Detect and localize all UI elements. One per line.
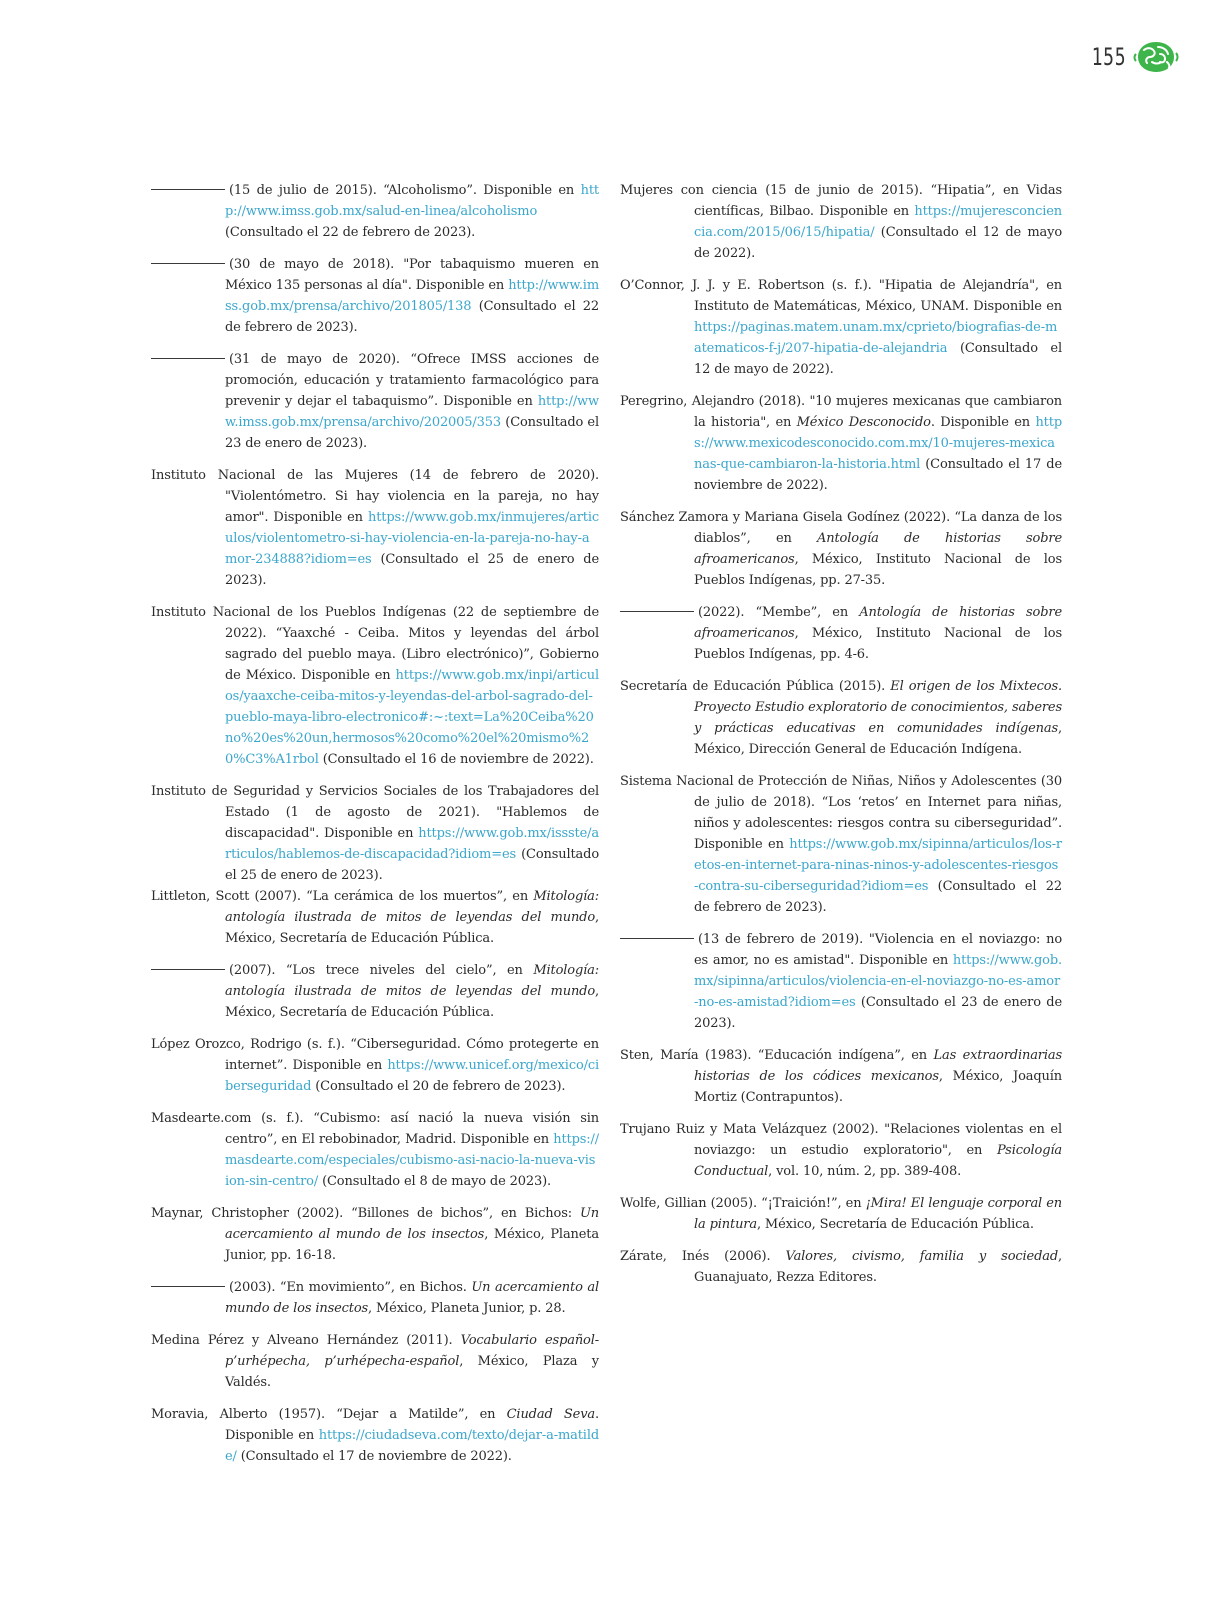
reference-entry [620,771,1062,918]
reference-text: , México, Planeta Junior, p. 28. [368,1301,566,1316]
reference-link[interactable]: http://www.imss.gob.mx/prensa/archivo/201805/138 [225,278,599,314]
reference-text: Instituto de Seguridad y Servicios Sociales de los Trabajadores del Estado (1 de agosto de 2021). "Hablemos de discapacidad". Disponible en [151,784,599,841]
reference-text: (15 de julio de 2015). “Alcoholismo”. Disponible en [229,183,581,198]
reference-text: (2007). “Los trece niveles del cielo”, en [229,963,534,978]
reference-text: Sten, María (1983). “Educación indígena”, en [620,1048,934,1063]
reference-text: (Consultado el 25 de enero de 2023). [225,552,599,588]
reference-text: , vol. 10, núm. 2, pp. 389-408. [768,1164,962,1179]
reference-text: (Consultado el 12 de mayo de 2022). [694,225,1062,261]
reference-text: Sánchez Zamora y Mariana Gisela Godínez (2022). “La danza de los diablos”, en [620,510,1062,546]
reference-entry [151,781,599,886]
reference-text: (Consultado el 22 de febrero de 2023). [694,879,1062,915]
reference-text: . Disponible en [930,415,1036,430]
work-title: Antología de historias sobre afroamericanos [694,605,1062,641]
reference-link[interactable]: http://www.imss.gob.mx/salud-en-linea/alcoholismo [225,183,599,219]
reference-link[interactable]: https://masdearte.com/especiales/cubismo-asi-nacio-la-nueva-vision-sin-centro/ [225,1132,599,1189]
reference-link[interactable]: https://www.gob.mx/sipinna/articulos/los-retos-en-internet-para-ninas-ninos-y-adolescentes-riesgos-contra-su-ciberseguridad?idiom=es [694,837,1062,894]
reference-text: (2003). “En movimiento”, en Bichos. [229,1280,472,1295]
reference-entry [620,1193,1062,1235]
reference-entry [151,1203,599,1266]
reference-text: (Consultado el 20 de febrero de 2023). [311,1079,566,1094]
reference-text: Zárate, Inés (2006). [620,1249,786,1264]
repeated-author-rule [151,262,225,264]
reference-text: Trujano Ruiz y Mata Velázquez (2002). "Relaciones violentas en el noviazgo: un estudio exploratorio", en [620,1122,1062,1158]
page-header [1080,38,1180,76]
reference-text: , México, Secretaría de Educación Pública. [225,984,599,1020]
repeated-author-rule [151,1285,225,1287]
work-title: Un acercamiento al mundo de los insectos [225,1280,600,1316]
reference-text: , México, Joaquín Mortiz (Contrapuntos). [694,1069,1063,1105]
reference-link[interactable]: http://www.imss.gob.mx/prensa/archivo/202005/353 [225,394,599,430]
reference-link[interactable]: https://paginas.matem.unam.mx/cprieto/biografias-de-matematicos-f-j/207-hipatia-de-alejandria [694,320,1058,356]
reference-text: (Consultado el 23 de enero de 2023). [694,995,1062,1031]
reference-text: (13 de febrero de 2019). "Violencia en el noviazgo: no es amor, no es amistad". Disponible en [694,932,1062,968]
reference-link[interactable]: https://www.mexicodesconocido.com.mx/10-mujeres-mexicanas-que-cambiaron-la-historia.html [694,415,1062,472]
references-column-right [620,180,1062,1299]
reference-text: , México, Instituto Nacional de los Pueblos Indígenas, pp. 27-35. [694,552,1062,588]
reference-link[interactable]: https://www.unicef.org/mexico/ciberseguridad [225,1058,599,1094]
reference-link[interactable]: https://www.gob.mx/issste/articulos/hablemos-de-discapacidad?idiom=es [225,826,599,862]
work-title: Las extraordinarias historias de los códices mexicanos [694,1048,1062,1084]
reference-entry [151,254,599,338]
work-title: Mitología: antología ilustrada de mitos de leyendas del mundo [225,889,599,925]
reference-entry [620,275,1062,380]
reference-text: (Consultado el 12 de mayo de 2022). [694,341,1062,377]
reference-text: O’Connor, J. J. y E. Robertson (s. f.). "Hipatia de Alejandría", en Instituto de Matemáticas, México, UNAM. Disponible en [620,278,1062,314]
reference-entry [620,1246,1062,1288]
reference-text: Medina Pérez y Alveano Hernández (2011). [151,1333,461,1348]
reference-entry [620,507,1062,591]
reference-text: Masdearte.com (s. f.). “Cubismo: así nació la nueva visión sin centro”, en El rebobinador, Madrid. Disponible en [151,1111,599,1147]
reference-entry [151,960,599,1023]
reference-entry [620,1045,1062,1108]
reference-entry [620,391,1062,496]
reference-link[interactable]: https://www.gob.mx/sipinna/articulos/violencia-en-el-noviazgo-no-es-amor-no-es-amistad?idiom=es [694,953,1062,1010]
reference-text: Instituto Nacional de los Pueblos Indígenas (22 de septiembre de 2022). “Yaaxché - Ceiba. Mitos y leyendas del árbol sagrado del pueblo maya. (Libro electrónico)”, Gobierno de México. Disponible en [151,605,599,683]
work-title: México Desconocido [796,415,931,430]
reference-entry [620,676,1062,760]
reference-text: , México, Instituto Nacional de los Pueblos Indígenas, pp. 4-6. [694,626,1062,662]
reference-entry [151,180,599,243]
reference-text: , México, Secretaría de Educación Pública. [756,1217,1034,1232]
reference-entry [151,1034,599,1097]
reference-entry [151,1277,599,1319]
reference-text: , México, Dirección General de Educación Indígena. [694,721,1062,757]
work-title: Valores, civismo, familia y sociedad [785,1249,1059,1264]
work-title: Vocabulario español-p’urhépecha, p’urhépecha-español [225,1333,599,1369]
reference-text: (Consultado el 23 de enero de 2023). [225,415,599,451]
reference-text: (Consultado el 25 de enero de 2023). [225,847,599,883]
repeated-author-rule [620,610,694,612]
reference-entry [620,929,1062,1034]
references-column-left [151,180,599,1478]
repeated-author-rule [151,188,225,190]
reference-text: (Consultado el 8 de mayo de 2023). [318,1174,552,1189]
reference-text: , México, Planeta Junior, pp. 16-18. [225,1227,599,1263]
reference-link[interactable]: https://mujeresconciencia.com/2015/06/15/hipatia/ [694,204,1062,240]
reference-text: López Orozco, Rodrigo (s. f.). “Ciberseguridad. Cómo protegerte en internet”. Disponible en [151,1037,599,1073]
reference-text: . Disponible en [225,1407,599,1443]
page-number: 155 [1091,43,1126,71]
reference-text: (Consultado el 22 de febrero de 2023). [225,299,599,335]
reference-text: Secretaría de Educación Pública (2015). [620,679,891,694]
reference-entry [620,180,1062,264]
green-glyph-emblem-icon [1132,38,1180,76]
reference-text: Littleton, Scott (2007). “La cerámica de los muertos”, en [151,889,534,904]
reference-link[interactable]: https://www.gob.mx/inpi/articulos/yaaxche-ceiba-mitos-y-leyendas-del-arbol-sagrado-del-pueblo-maya-libro-electronico#:~:text=La%20Ceiba%20no%20es%20un,hermosos%20como%20el%20mismo%20%C3%A1rbol [225,668,599,767]
reference-text: Moravia, Alberto (1957). “Dejar a Matilde”, en [151,1407,507,1422]
reference-link[interactable]: https://ciudadseva.com/texto/dejar-a-matilde/ [225,1428,599,1464]
reference-entry [620,602,1062,665]
reference-text: (2022). “Membe”, en [698,605,860,620]
reference-entry [151,886,599,949]
reference-text: , México, Plaza y Valdés. [225,1354,600,1390]
reference-entry [151,349,599,454]
repeated-author-rule [151,357,225,359]
reference-text: Mujeres con ciencia (15 de junio de 2015). “Hipatia”, en Vidas científicas, Bilbao. Disponible en [620,183,1062,219]
work-title: Ciudad Seva [506,1407,595,1422]
work-title: Un acercamiento al mundo de los insectos [225,1206,599,1242]
reference-text: , México, Secretaría de Educación Pública. [225,910,599,946]
work-title: Antología de historias sobre afroamericanos [694,531,1062,567]
reference-text: , Guanajuato, Rezza Editores. [694,1249,1062,1285]
reference-text: (Consultado el 16 de noviembre de 2022). [318,752,594,767]
repeated-author-rule [151,968,225,970]
reference-text: (31 de mayo de 2020). “Ofrece IMSS acciones de promoción, educación y tratamiento farmacológico para prevenir y dejar el tabaquismo”. Disponible en [225,352,599,409]
work-title: Psicología Conductual [694,1143,1062,1179]
repeated-author-rule [620,937,694,939]
reference-text: (Consultado el 17 de noviembre de 2022). [236,1449,512,1464]
reference-entry [151,602,599,770]
reference-link[interactable]: https://www.gob.mx/inmujeres/articulos/violentometro-si-hay-violencia-en-la-pareja-no-hay-amor-234888?idiom=es [225,510,599,567]
reference-text: (Consultado el 17 de noviembre de 2022). [694,457,1062,493]
reference-entry [620,1119,1062,1182]
reference-text: (Consultado el 22 de febrero de 2023). [225,225,476,240]
reference-entry [151,1330,599,1393]
reference-entry [151,1108,599,1192]
work-title: Mitología: antología ilustrada de mitos de leyendas del mundo [225,963,599,999]
reference-text: Peregrino, Alejandro (2018). "10 mujeres mexicanas que cambiaron la historia", en [620,394,1062,430]
reference-text: Sistema Nacional de Protección de Niñas, Niños y Adolescentes (30 de julio de 2018). “Los ‘retos’ en Internet para niñas, niños y adolescentes: riesgos contra su ciberseguridad”. Disponible en [620,774,1062,852]
work-title: ¡Mira! El lenguaje corporal en la pintura [694,1196,1062,1232]
reference-text: Wolfe, Gillian (2005). “¡Traición!”, en [620,1196,866,1211]
work-title: El origen de los Mixtecos. Proyecto Estudio exploratorio de conocimientos, saberes y prácticas educativas en comunidades indígenas [694,679,1062,736]
reference-text: Maynar, Christopher (2002). “Billones de bichos”, en Bichos: [151,1206,580,1221]
reference-entry [151,465,599,591]
reference-entry [151,1404,599,1467]
reference-text: Instituto Nacional de las Mujeres (14 de febrero de 2020). "Violentómetro. Si hay violencia en la pareja, no hay amor". Disponible en [151,468,599,525]
reference-text: (30 de mayo de 2018). "Por tabaquismo mueren en México 135 personas al día". Disponible en [225,257,599,293]
